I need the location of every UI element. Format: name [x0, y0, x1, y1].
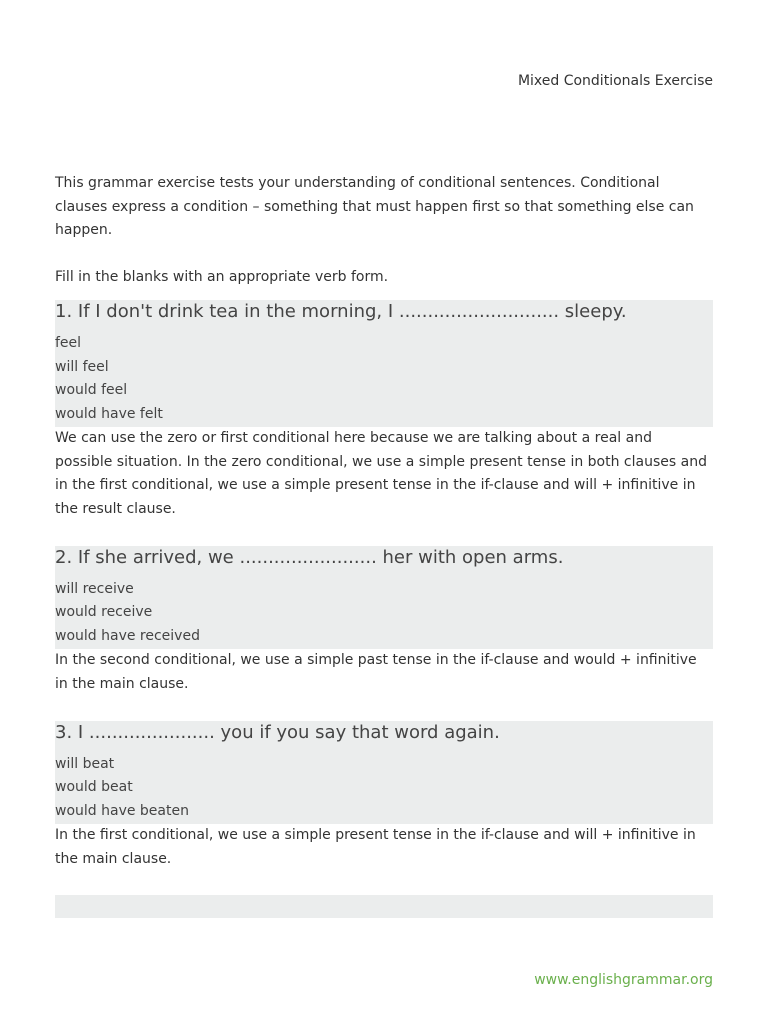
option-item[interactable]: would have received [55, 627, 200, 644]
question-block [55, 721, 713, 825]
option-item[interactable]: will receive [55, 580, 134, 597]
options-list [55, 570, 713, 650]
intro-paragraph: This grammar exercise tests your understanding of conditional sentences. Conditional clauses express a condition – something that must happen first so that something else can happen. [55, 175, 694, 238]
option-item[interactable]: would receive [55, 604, 153, 621]
explanation-text: We can use the zero or first conditional here because we are talking about a real and possible situation. In the zero conditional, we use a simple present tense in both clauses and in the first conditional, we use a simple present tense in the if-clause and will + infinitive in the result clause. [55, 430, 707, 518]
question-block [55, 300, 713, 427]
empty-question-block [55, 895, 713, 918]
option-item[interactable]: would have beaten [55, 802, 189, 819]
options-list [55, 745, 713, 825]
options-list [55, 324, 713, 427]
explanation-text: In the second conditional, we use a simple past tense in the if-clause and would + infinitive in the main clause. [55, 652, 697, 693]
option-item[interactable]: will feel [55, 358, 109, 375]
site-link[interactable]: www.englishgrammar.org [534, 972, 713, 988]
explanation-text: In the first conditional, we use a simple present tense in the if-clause and will + infinitive in the main clause. [55, 827, 696, 867]
option-item[interactable]: would beat [55, 779, 133, 796]
question-text: 1. If I don't drink tea in the morning, I ............................ sleepy. [55, 301, 627, 322]
option-item[interactable]: feel [55, 335, 82, 351]
main-content [55, 172, 713, 918]
question-2 [55, 546, 713, 697]
question-text: 3. I ...................... you if you say that word again. [55, 721, 500, 743]
question-text: 2. If she arrived, we ........................ her with open arms. [55, 546, 564, 568]
page-title: Mixed Conditionals Exercise [517, 73, 713, 89]
option-item[interactable]: will beat [55, 755, 115, 772]
question-block [55, 546, 713, 650]
option-item[interactable]: would feel [55, 382, 128, 398]
question-1 [55, 300, 713, 522]
question-3 [55, 721, 713, 872]
option-item[interactable]: would have felt [55, 405, 163, 422]
instruction-text: Fill in the blanks with an appropriate verb form. [55, 268, 389, 285]
